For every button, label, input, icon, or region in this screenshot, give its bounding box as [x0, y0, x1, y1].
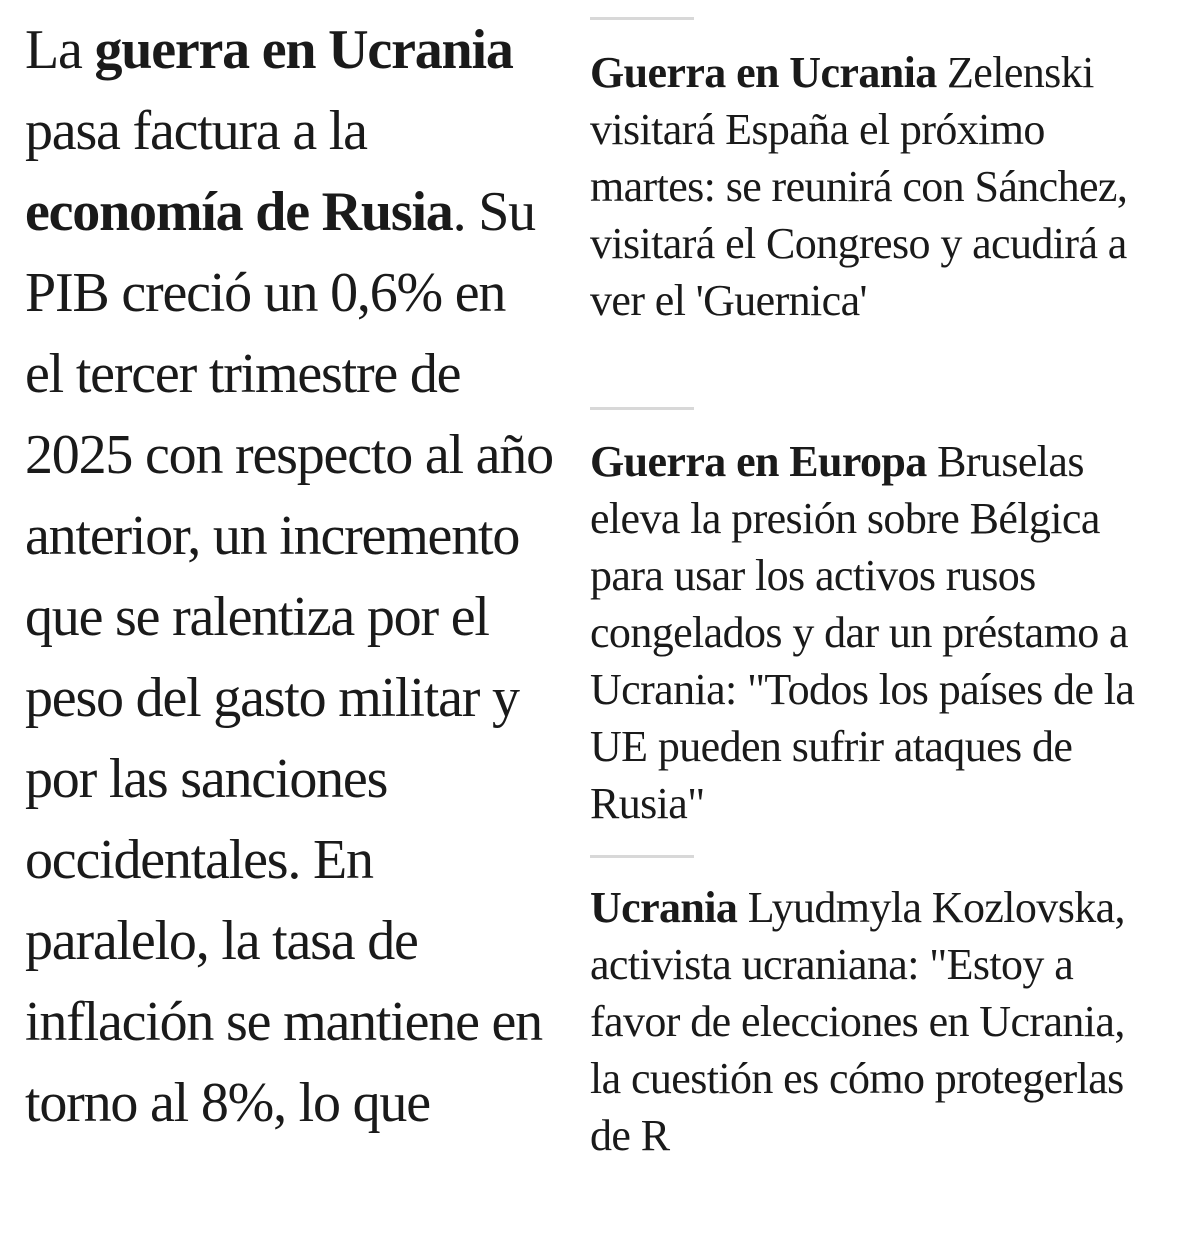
- related-item-bruselas[interactable]: [590, 433, 1165, 832]
- article-body-text: [25, 10, 555, 1144]
- related-item-kozlovska[interactable]: [590, 879, 1165, 1164]
- headline: Lyudmyla Kozlovska, activista ucraniana: "Estoy a favor de elecciones en Ucrania, la cuestión es cómo protegerlas de R: [590, 883, 1125, 1160]
- divider: [590, 855, 694, 858]
- text-fade-overlay: [910, 1170, 1179, 1230]
- related-item-zelenski[interactable]: [590, 44, 1165, 329]
- text-segment: pasa factura a la: [25, 100, 367, 162]
- divider: [590, 17, 694, 20]
- kicker: Ucrania: [590, 883, 738, 932]
- text-segment: La: [25, 19, 95, 81]
- highlight-war-in-ukraine: guerra en Ucrania: [94, 19, 513, 81]
- headline: Zelenski visitará España el próximo martes: se reunirá con Sánchez, visitará el Congreso y acudirá a ver el 'Guernica': [590, 48, 1128, 325]
- kicker: Guerra en Ucrania: [590, 48, 937, 97]
- highlight-russian-economy: economía de Rusia: [25, 181, 453, 243]
- text-segment: . Su PIB creció un 0,6% en el tercer trimestre de 2025 con respecto al año anterior, un incremento que se ralentiza por el peso del gasto militar y por las sanciones occidentales. En paralelo, la tasa de inflación se mantiene en torno al 8%, lo que: [25, 181, 553, 1134]
- divider: [590, 407, 694, 410]
- headline: Bruselas eleva la presión sobre Bélgica para usar los activos rusos congelados y dar un préstamo a Ucrania: "Todos los países de la UE pueden sufrir ataques de Rusia": [590, 437, 1135, 828]
- kicker: Guerra en Europa: [590, 437, 927, 486]
